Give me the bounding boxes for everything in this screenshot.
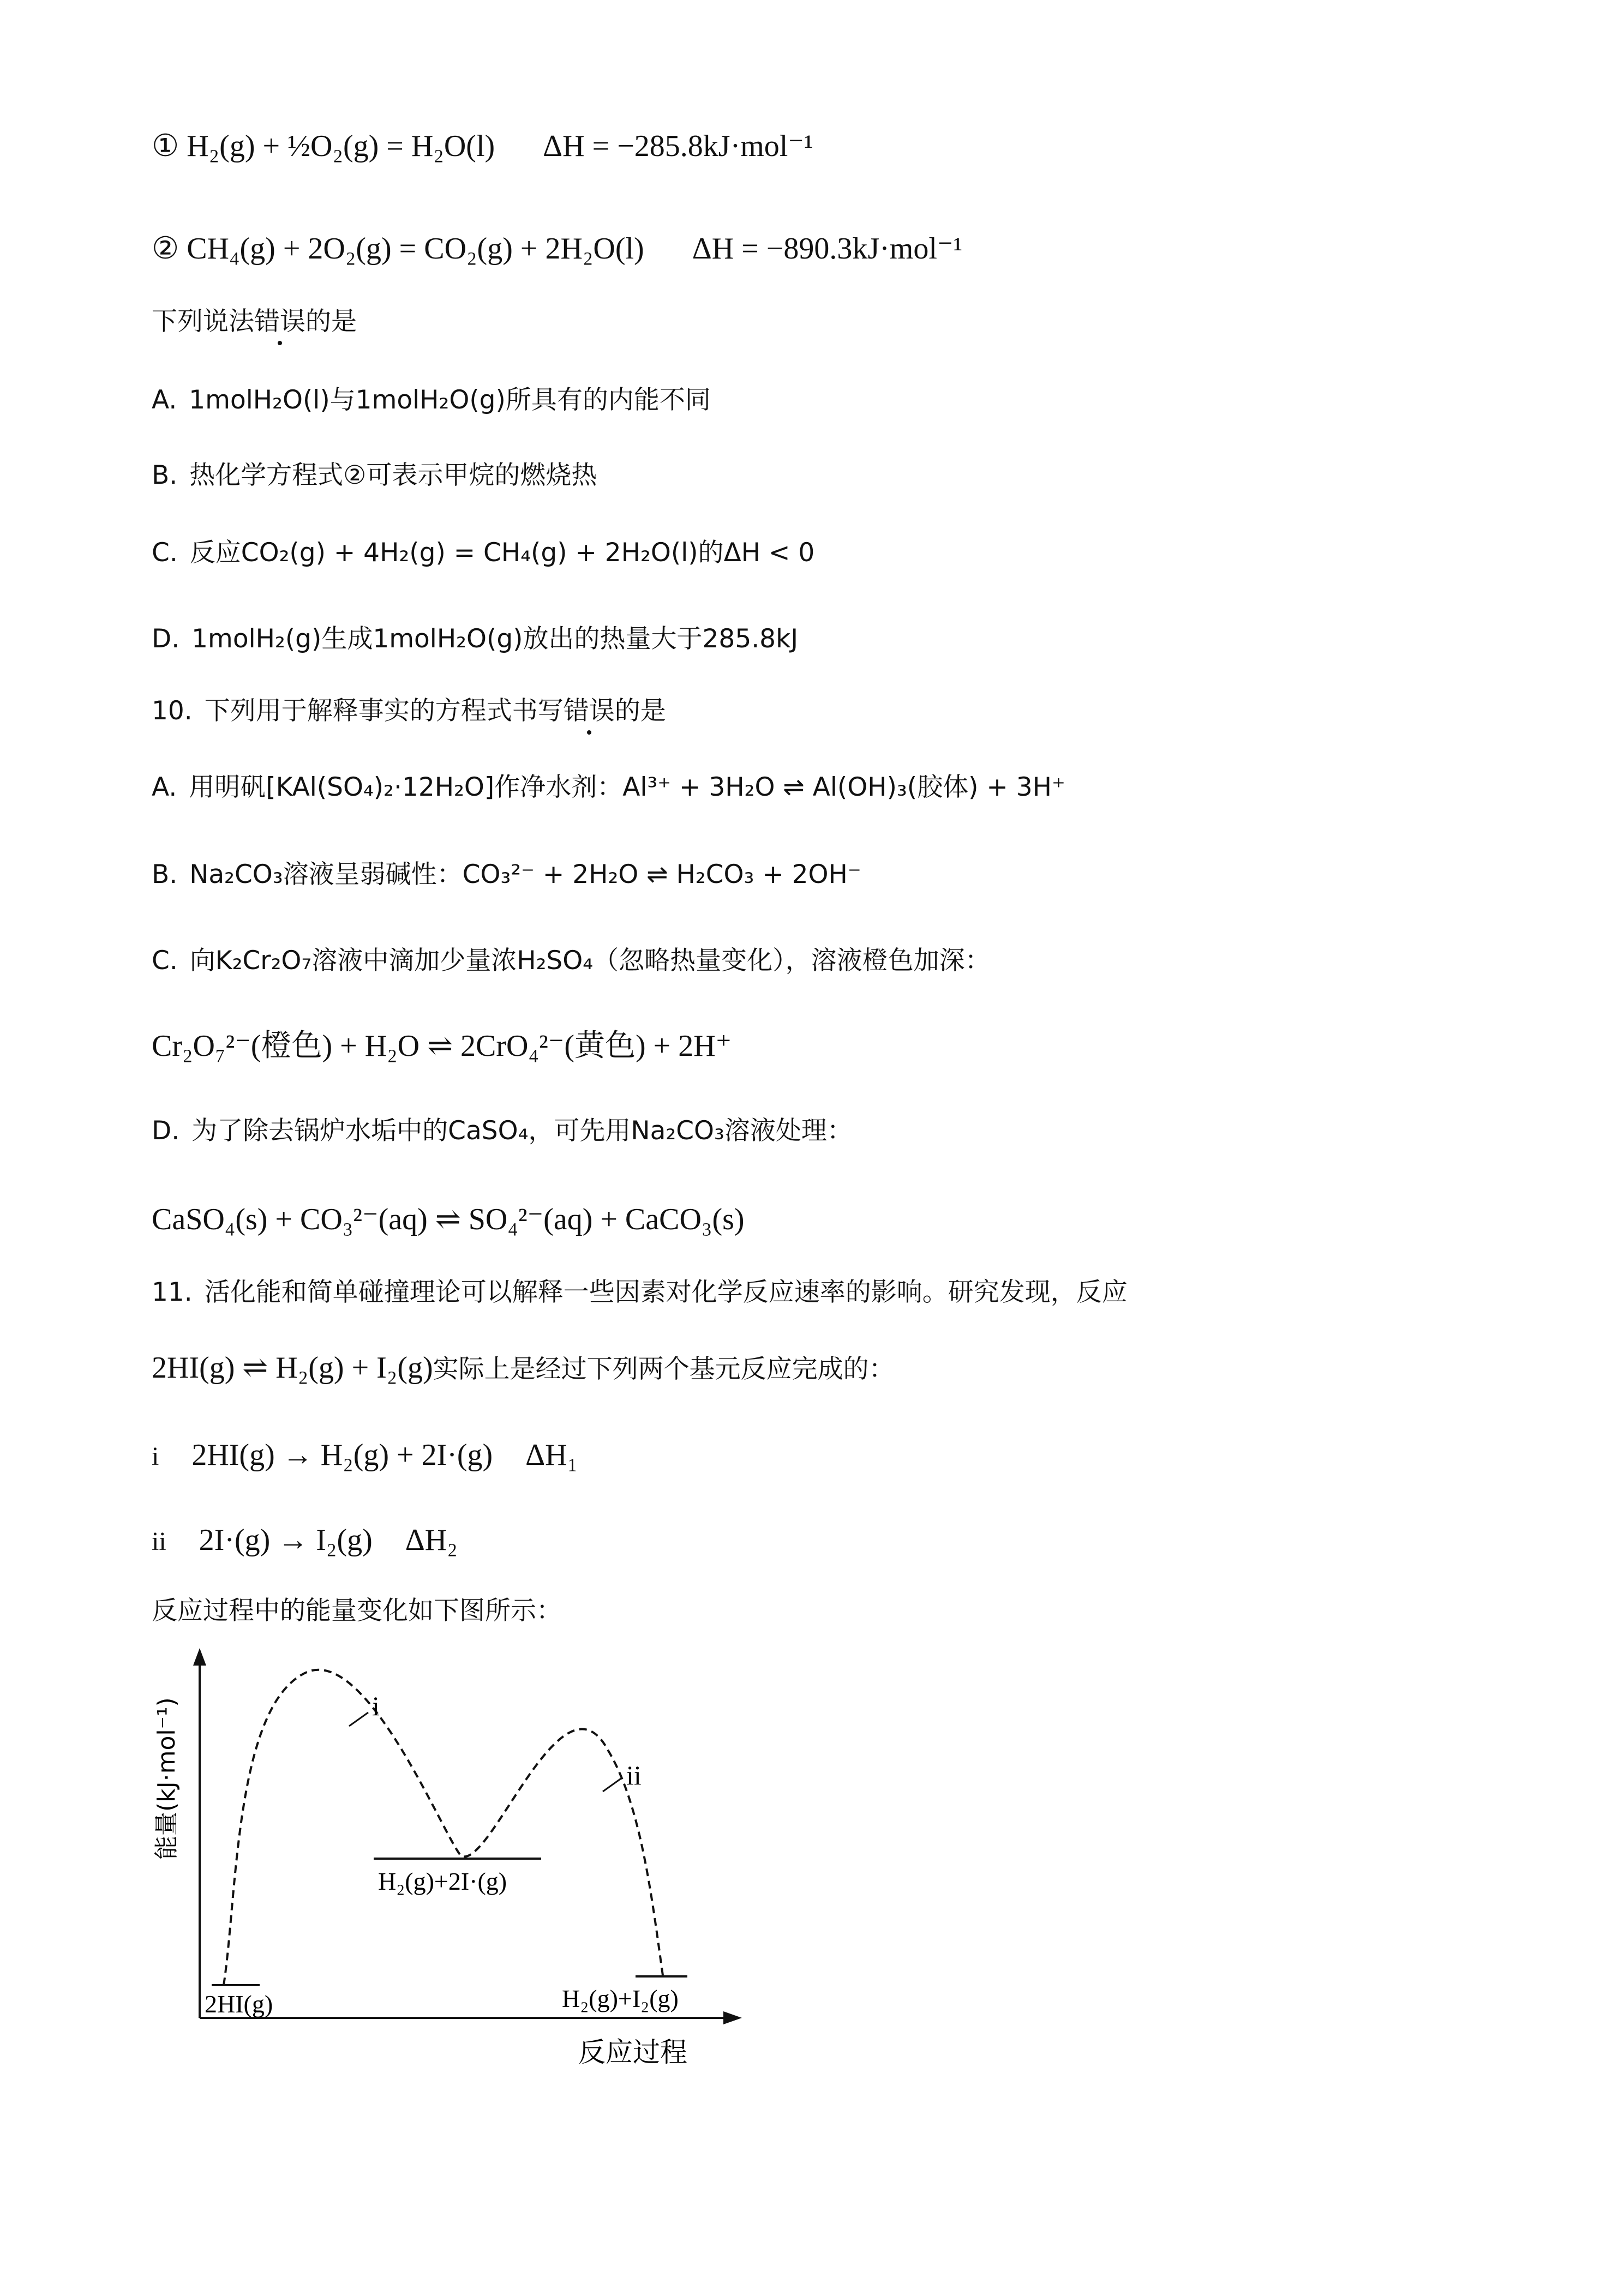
q10-prompt-emphasis: 错误 <box>563 696 615 726</box>
product-label: H₂(g)+I₂(g) <box>562 1985 679 2012</box>
q10-option-b <box>152 862 861 887</box>
q9-option-d <box>152 626 798 652</box>
step-label: ii <box>152 1527 166 1556</box>
x-axis-arrow-icon <box>723 2011 742 2024</box>
option-text: 为了除去锅炉水垢中的CaSO₄，可先用Na₂CO₃溶液处理： <box>191 1116 853 1146</box>
energy-curve <box>224 1670 663 1985</box>
option-label: A. <box>152 385 177 415</box>
q11-diagram-intro <box>152 1598 562 1624</box>
q11-text-1: 活化能和简单碰撞理论可以解释一些因素对化学反应速率的影响。研究发现，反应 <box>204 1277 1128 1307</box>
q9-prompt-pre: 下列说法 <box>152 306 254 336</box>
option-text: 反应CO₂(g) + 4H₂(g) = CH₄(g) + 2H₂O(l)的ΔH < 0 <box>189 538 815 568</box>
peak-2-leader <box>603 1778 622 1792</box>
q9-prompt-emphasis: 错误 <box>254 306 305 336</box>
option-text: 1molH₂O(l)与1molH₂O(g)所具有的内能不同 <box>189 385 711 415</box>
q11-overall-equation: 2HI(g) ⇌ H₂(g) + I₂(g) <box>152 1351 433 1385</box>
option-label: D. <box>152 624 180 654</box>
option-label: B. <box>152 860 178 889</box>
q11-line-2 <box>152 1353 895 1383</box>
step-dh: ΔH₁ <box>525 1438 578 1472</box>
q11-step-i <box>152 1440 578 1470</box>
intermediate-label: H₂(g)+2I·(g) <box>378 1867 507 1895</box>
equation-1-dh: ΔH = −285.8kJ·mol⁻¹ <box>543 129 813 163</box>
question-number: 10. <box>152 696 193 726</box>
y-axis-arrow-icon <box>193 1648 206 1666</box>
x-axis-label: 反应过程 <box>578 2036 687 2068</box>
peak-1-leader <box>349 1712 368 1726</box>
option-label: A. <box>152 772 177 802</box>
step-label: i <box>152 1442 159 1471</box>
q10-prompt-post: 的是 <box>614 696 666 726</box>
diagram-intro-text: 反应过程中的能量变化如下图所示： <box>152 1596 562 1626</box>
option-text: 热化学方程式②可表示甲烷的燃烧热 <box>189 460 597 490</box>
option-equation: Cr₂O₇²⁻(橙色) + H₂O ⇌ 2CrO₄²⁻(黄色) + 2H⁺ <box>152 1029 732 1063</box>
q10-option-d-equation <box>152 1204 745 1235</box>
option-label: B. <box>152 460 178 490</box>
equation-2-marker: ② <box>152 232 179 266</box>
equation-2 <box>152 233 962 264</box>
q10-option-c <box>152 946 991 976</box>
q10-prompt <box>152 698 666 724</box>
peak-2-label: ii <box>626 1760 642 1790</box>
peak-1-label: i <box>372 1691 380 1721</box>
q10-option-d <box>152 1118 853 1144</box>
equation-1 <box>152 131 813 161</box>
energy-diagram <box>142 1642 775 2072</box>
equation-2-dh: ΔH = −890.3kJ·mol⁻¹ <box>692 232 963 266</box>
step-equation: 2I·(g) → I₂(g) <box>199 1523 373 1557</box>
question-number: 11. <box>152 1277 193 1307</box>
step-equation: 2HI(g) → H₂(g) + 2I·(g) <box>191 1438 493 1472</box>
q9-option-c <box>152 540 814 566</box>
option-equation: CaSO₄(s) + CO₃²⁻(aq) ⇌ SO₄²⁻(aq) + CaCO₃(s) <box>152 1203 745 1236</box>
option-text: 向K₂Cr₂O₇溶液中滴加少量浓H₂SO₄（忽略热量变化），溶液橙色加深： <box>189 946 991 976</box>
q11-line-1 <box>152 1279 1128 1305</box>
q10-prompt-pre: 下列用于解释事实的方程式书写 <box>204 696 564 726</box>
option-label: D. <box>152 1116 180 1146</box>
q10-option-c-equation <box>152 1031 732 1061</box>
y-axis-label: 能量(kJ·mol⁻¹) <box>153 1697 181 1860</box>
equation-1-text: H₂(g) + ½O₂(g) = H₂O(l) <box>187 129 495 163</box>
q9-prompt-post: 的是 <box>305 306 357 336</box>
option-text: 1molH₂(g)生成1molH₂O(g)放出的热量大于285.8kJ <box>191 624 799 654</box>
option-label: C. <box>152 946 178 976</box>
q11-step-ii <box>152 1525 458 1555</box>
equation-2-text: CH₄(g) + 2O₂(g) = CO₂(g) + 2H₂O(l) <box>187 232 644 266</box>
q9-option-a <box>152 387 711 413</box>
option-label: C. <box>152 538 178 568</box>
step-dh: ΔH₂ <box>405 1523 458 1557</box>
reactant-label: 2HI(g) <box>205 1990 273 2018</box>
q10-option-a <box>152 774 1065 800</box>
option-text: 用明矾[KAl(SO₄)₂·12H₂O]作净水剂：Al³⁺ + 3H₂O ⇌ Al(OH)₃(胶体) + 3H⁺ <box>189 772 1065 802</box>
q9-prompt <box>152 306 357 336</box>
q9-option-b <box>152 462 597 488</box>
option-text: Na₂CO₃溶液呈弱碱性：CO₃²⁻ + 2H₂O ⇌ H₂CO₃ + 2OH⁻ <box>189 860 861 889</box>
q11-text-2: 实际上是经过下列两个基元反应完成的： <box>433 1354 895 1384</box>
equation-1-marker: ① <box>152 129 179 163</box>
